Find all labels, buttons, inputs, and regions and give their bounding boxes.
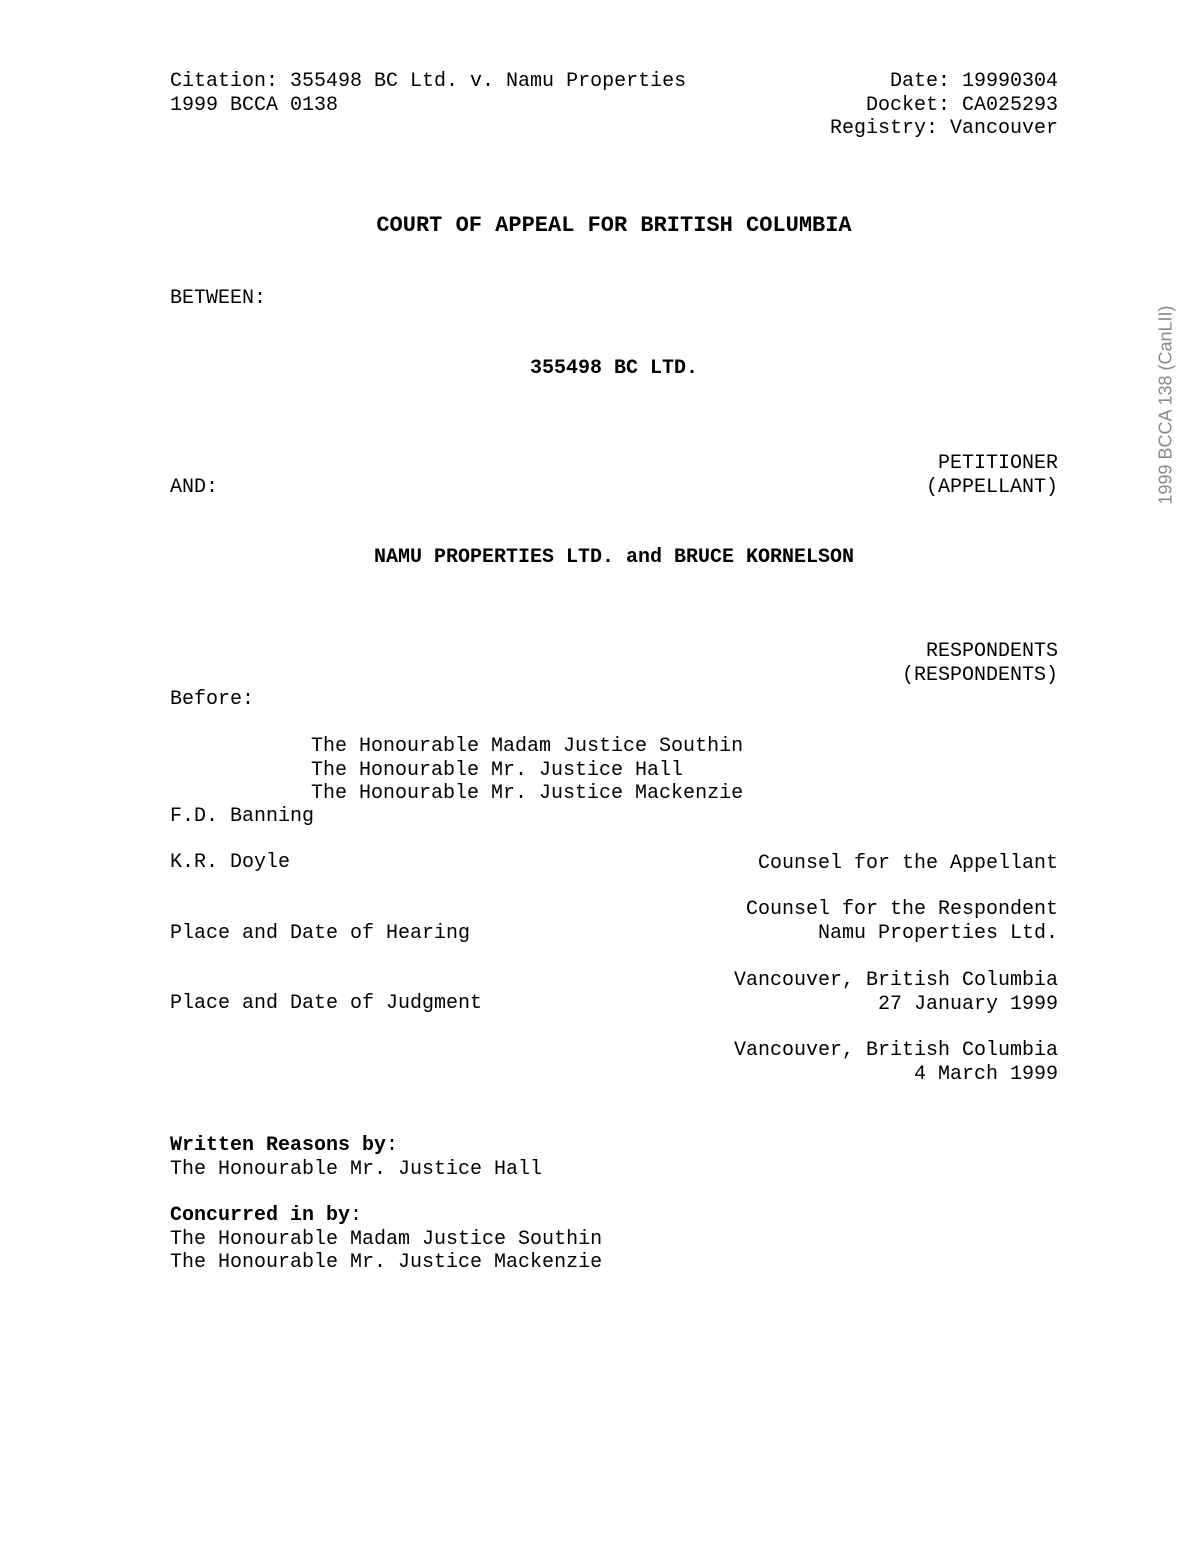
registry: Registry: Vancouver (829, 117, 1058, 140)
concurred-colon: : (350, 1204, 363, 1227)
petitioner-name: 355498 BC LTD. (529, 357, 699, 380)
written-reasons-label: Written Reasons by (170, 1134, 387, 1157)
concurred-judge-1: The Honourable Madam Justice Southin (170, 1227, 603, 1251)
hearing-date: 27 January 1999 (877, 992, 1058, 1016)
judgment-label: Place and Date of Judgment (170, 992, 483, 1015)
canlii-watermark: 1999 BCCA 138 (CanLII) (1155, 305, 1176, 505)
petitioner-role-line-1: PETITIONER (937, 452, 1058, 475)
between-label: BETWEEN: (170, 287, 267, 310)
counsel-role-line: Counsel for the Appellant (757, 852, 1058, 875)
petitioner-role-line-2: (APPELLANT) (925, 475, 1058, 499)
respondent-name: NAMU PROPERTIES LTD. and BRUCE KORNELSON (373, 546, 855, 569)
judge-2: The Honourable Mr. Justice Hall (311, 758, 684, 782)
counsel-role-line: Namu Properties Ltd. (817, 921, 1058, 945)
citation-line-1: Citation: 355498 BC Ltd. v. Namu Properties (170, 70, 687, 93)
hearing-place: Vancouver, British Columbia (733, 969, 1058, 992)
concurred-judge-2: The Honourable Mr. Justice Mackenzie (170, 1251, 603, 1274)
before-label: Before: (170, 688, 255, 711)
court-title: COURT OF APPEAL FOR BRITISH COLUMBIA (376, 213, 852, 238)
written-reasons-judge: The Honourable Mr. Justice Hall (170, 1157, 543, 1181)
before-judges (311, 688, 743, 853)
counsel-role-line: Counsel for the Respondent (745, 898, 1058, 921)
docket-number: Docket: CA025293 (865, 94, 1058, 117)
citation-line-2: 1999 BCCA 0138 (170, 94, 339, 117)
concurred-label: Concurred in by (170, 1204, 351, 1227)
counsel-name: K.R. Doyle (170, 851, 291, 874)
respondent-role-line-1: RESPONDENTS (925, 640, 1058, 663)
judge-1: The Honourable Madam Justice Southin (311, 735, 744, 758)
document-page (170, 0, 1058, 1553)
concurred-section (170, 1157, 1058, 1322)
judge-3: The Honourable Mr. Justice Mackenzie (311, 782, 744, 805)
decision-date: Date: 19990304 (889, 70, 1058, 93)
judgment-place: Vancouver, British Columbia (733, 1039, 1058, 1062)
hearing-label: Place and Date of Hearing (170, 922, 471, 945)
written-reasons-colon: : (386, 1134, 399, 1157)
respondent-role-line-2: (RESPONDENTS) (901, 663, 1058, 687)
judgment-date: 4 March 1999 (913, 1062, 1058, 1086)
counsel-name: F.D. Banning (170, 805, 315, 828)
and-label: AND: (170, 476, 219, 499)
